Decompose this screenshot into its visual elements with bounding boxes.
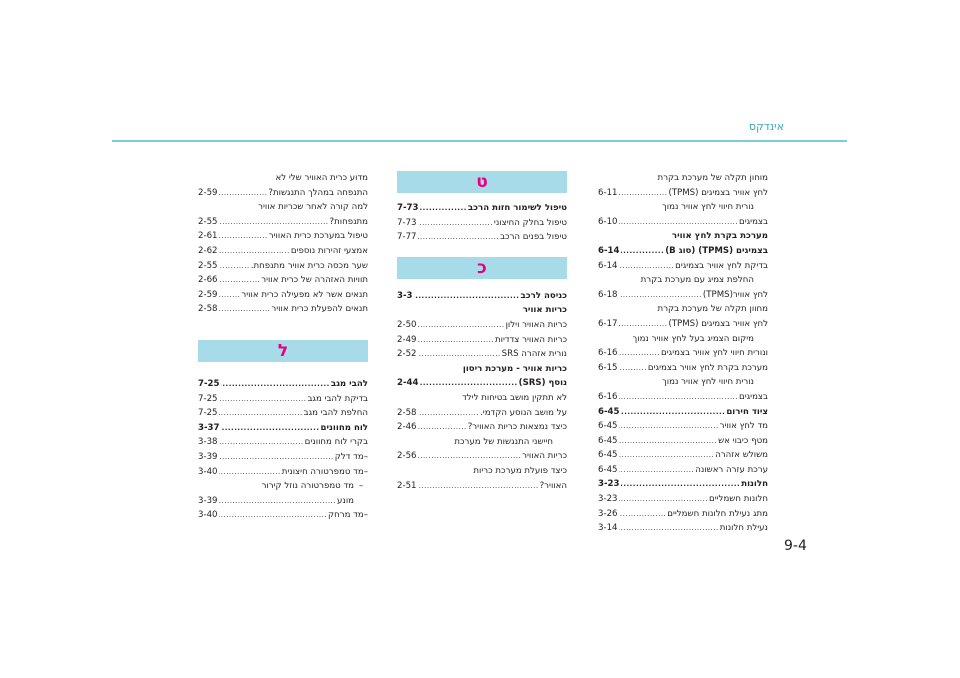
- index-entry-text: מערכת בקרת לחץ אוויר: [671, 231, 768, 242]
- dot-leader: [219, 465, 281, 480]
- index-entry: [397, 201, 567, 216]
- index-entry-text: שער מכסה כרית אוויר מתנפחת.: [250, 260, 368, 271]
- index-entry-text: על מושב הנוסע הקדמי.: [480, 407, 567, 418]
- index-column-left: [198, 171, 368, 523]
- dot-leader: [219, 273, 261, 288]
- index-entry: [198, 450, 368, 465]
- bullet-dash: –: [358, 481, 364, 492]
- index-entry: [598, 259, 768, 274]
- index-entry-text: טיפול לשימור חזות הרכב: [467, 203, 567, 213]
- index-page-ref: 2-51: [397, 480, 417, 491]
- index-entry: [598, 405, 768, 420]
- dot-leader: [219, 244, 290, 259]
- index-page-ref: 6-16: [598, 348, 618, 359]
- index-entry-text: החלפת להבי מגב: [303, 408, 368, 419]
- dot-leader: [418, 479, 539, 494]
- index-entry: [598, 302, 768, 317]
- dot-leader: [221, 421, 320, 436]
- dot-leader: [621, 477, 741, 492]
- index-page-ref: 6-45: [598, 464, 618, 475]
- index-page-ref: 2-55: [198, 216, 218, 227]
- index-column-right: [598, 171, 768, 536]
- dot-leader: [219, 392, 307, 407]
- dot-leader: [619, 317, 668, 332]
- index-entry: [598, 273, 768, 288]
- index-entry: [198, 244, 368, 259]
- index-entry-text: תנאים אשר לא מפעילה כרית אוויר: [241, 289, 368, 300]
- index-entry-text: משולש אזהרה: [715, 450, 768, 461]
- index-page-ref: 6-15: [598, 362, 618, 373]
- dot-leader: [619, 434, 718, 449]
- index-entry: [598, 332, 768, 347]
- index-entry-text: חלונות חשמליים: [709, 494, 768, 505]
- dot-leader: [418, 449, 522, 464]
- dot-leader: [219, 435, 304, 450]
- index-entry: [598, 434, 768, 449]
- index-entry: [397, 230, 567, 245]
- dot-leader: [418, 420, 467, 435]
- dot-leader: [219, 302, 271, 317]
- index-entry-text: נורית חיווי לחץ אוויר נמוך: [662, 377, 754, 388]
- index-entry: [198, 273, 368, 288]
- index-entry: [598, 186, 768, 201]
- index-page-ref: 6-18: [598, 289, 618, 300]
- index-page-ref: 6-45: [598, 435, 618, 446]
- index-entry-text: מיקום הצמיג בעל לחץ אוויר נמוך: [632, 333, 754, 344]
- dot-leader: [420, 376, 518, 391]
- index-entry-text: נורית אזהרה SRS: [501, 349, 567, 360]
- index-entry-text: מדוע כרית האוויר שלי לא: [275, 173, 368, 183]
- index-entry: [397, 303, 567, 318]
- index-entry-text: חלונות: [741, 479, 768, 490]
- index-entry-text: האוויר?: [539, 480, 567, 491]
- index-page-ref: 3-40: [198, 466, 218, 477]
- index-entry: [598, 215, 768, 230]
- index-page-ref: 2-56: [397, 451, 417, 462]
- index-page-ref: 2-66: [198, 275, 218, 286]
- index-entry: [598, 288, 768, 303]
- index-entry-text: כריות אוויר: [522, 305, 567, 316]
- index-entry: [598, 361, 768, 376]
- index-entry: [598, 244, 768, 259]
- index-column-middle: [397, 171, 567, 493]
- index-entry-text: בדיקת להבי מגב: [307, 393, 368, 404]
- dot-leader: [414, 289, 520, 304]
- index-entry: [397, 435, 567, 450]
- dot-leader: [418, 406, 480, 421]
- index-entry: [397, 406, 567, 421]
- letter-heading-kaf: כ: [397, 257, 567, 279]
- index-entry-text: מתנפחות?: [329, 216, 368, 227]
- dot-leader: [619, 186, 668, 201]
- index-page-ref: 2-46: [397, 422, 417, 433]
- index-entry: [198, 421, 368, 436]
- index-page-ref: 2-49: [397, 334, 417, 345]
- index-entry-text: נעילת חלונות: [719, 523, 768, 534]
- index-entry: [397, 464, 567, 479]
- bullet-dash: –: [363, 451, 368, 462]
- dot-leader: [219, 259, 250, 274]
- index-entry: [198, 200, 368, 215]
- index-entry-text: מד טמפרטורה חיצונית: [281, 466, 364, 477]
- index-entry-text: להבי מגב: [330, 378, 368, 389]
- dot-leader: [418, 333, 495, 348]
- index-entry: [598, 448, 768, 463]
- dot-leader: [420, 201, 467, 216]
- index-entry-text: בדיקת לחץ אוויר בצמיגים: [675, 260, 768, 271]
- index-page-ref: 2-61: [198, 231, 218, 242]
- index-entry: [198, 259, 368, 274]
- index-entry: [198, 377, 368, 392]
- index-entry-text: לחץ אוויר בצמיגים (TPMS): [668, 187, 768, 198]
- index-page-ref: 7-25: [198, 378, 220, 389]
- dot-leader: [619, 361, 647, 376]
- index-entry-text: מד מרחק: [328, 510, 364, 521]
- index-entry: [198, 215, 368, 230]
- index-entry: [397, 362, 567, 377]
- index-page-ref: 6-17: [598, 318, 618, 329]
- index-entry: [198, 406, 368, 421]
- index-entry-text: התנפחה במהלך התנגשות?: [268, 187, 368, 198]
- index-page-ref: 6-10: [598, 216, 618, 227]
- index-entry: [598, 507, 768, 522]
- index-entry-text: מד דלק: [334, 451, 364, 462]
- index-page-ref: 7-25: [198, 408, 218, 419]
- page-number: 9-4: [784, 538, 807, 554]
- index-entry: [598, 171, 768, 186]
- index-page-ref: 2-59: [198, 289, 218, 300]
- dot-leader: [219, 450, 334, 465]
- index-entry-text: טיפול בחלק החיצוני: [493, 217, 567, 228]
- index-entry-text: כריות האוויר וילון: [505, 319, 567, 330]
- index-entry: [397, 318, 567, 333]
- index-entry: [198, 494, 368, 509]
- index-entry: [397, 391, 567, 406]
- dot-leader: [219, 229, 268, 244]
- index-page-ref: 3-26: [598, 508, 618, 519]
- index-entry-text: ציוד חירום: [726, 406, 768, 417]
- index-entry: [198, 435, 368, 450]
- index-entry-text: לחץ אוויר(TPMS): [702, 289, 768, 300]
- dot-leader: [621, 244, 665, 259]
- index-entry: [397, 216, 567, 231]
- dot-leader: [619, 390, 738, 405]
- index-entry-text: החלפת צמיג עם מערכת בקרת: [640, 275, 754, 286]
- index-entry-text: כיצד נמצאות כריות האוויר?: [467, 422, 567, 433]
- header-rule: [112, 140, 847, 142]
- index-entry-text: מחוון תקלה של מערכת בקרת: [657, 304, 768, 315]
- index-entry: [598, 346, 768, 361]
- index-page-ref: 6-45: [598, 450, 618, 461]
- index-page-ref: 3-23: [598, 479, 620, 490]
- index-page-ref: 2-52: [397, 349, 417, 360]
- index-entry-text: מתג נעילת חלונות חשמליים: [667, 508, 768, 519]
- index-entry: [598, 463, 768, 478]
- dot-leader: [619, 521, 719, 536]
- dot-leader: [418, 347, 501, 362]
- index-entry-text: כריות האוויר צדדיות: [495, 334, 567, 345]
- index-entry-text: בצמיגים: [739, 216, 768, 227]
- index-entry-text: לחץ אוויר בצמיגים (TPMS): [668, 318, 768, 329]
- index-page-ref: 2-55: [198, 260, 218, 271]
- index-page-ref: 3-3: [397, 290, 413, 301]
- dot-leader: [219, 186, 268, 201]
- index-page-ref: 2-58: [198, 304, 218, 315]
- header-title: אינדקס: [748, 120, 784, 133]
- dot-leader: [619, 419, 719, 434]
- index-page-ref: 3-40: [198, 510, 218, 521]
- dot-leader: [619, 448, 715, 463]
- dot-leader: [219, 288, 241, 303]
- index-page-ref: 3-39: [198, 495, 218, 506]
- dot-leader: [418, 216, 493, 231]
- index-page-ref: 7-25: [198, 393, 218, 404]
- index-entry-text: מונע: [337, 495, 354, 506]
- index-entry: [397, 289, 567, 304]
- index-page-ref: 3-23: [598, 494, 618, 505]
- index-page-ref: 7-73: [397, 203, 419, 213]
- index-entry: [598, 492, 768, 507]
- index-entry: [397, 449, 567, 464]
- bullet-dash: –: [363, 466, 368, 477]
- index-entry: [598, 229, 768, 244]
- index-page-ref: 3-14: [598, 523, 618, 534]
- index-page-ref: 6-11: [598, 187, 618, 198]
- index-entry: [198, 465, 368, 480]
- index-entry: [198, 171, 368, 186]
- bullet-dash: –: [363, 510, 368, 521]
- index-entry-text: נוסף (SRS): [518, 378, 567, 389]
- index-entry-text: טיפול במערכת כרית האוויר: [268, 231, 368, 242]
- index-page-ref: 6-16: [598, 391, 618, 402]
- index-entry: [198, 288, 368, 303]
- letter-heading-lamed: ל: [198, 340, 368, 362]
- index-entry: [598, 390, 768, 405]
- index-entry-text: חיישני התנגשות של מערכת: [454, 436, 553, 447]
- index-entry-text: תוויות האזהרה של כרית אוויר: [261, 275, 368, 286]
- dot-leader: [219, 494, 336, 509]
- dot-leader: [619, 215, 738, 230]
- dot-leader: [619, 288, 702, 303]
- index-page-ref: 7-77: [397, 232, 417, 243]
- index-entry-text: מערכת בקרת לחץ אוויר בצמיגים: [647, 362, 768, 373]
- index-entry: [198, 392, 368, 407]
- index-entry-text: תנאים להפעלת כרית אוויר: [271, 304, 368, 315]
- index-entry-text: מטף כיבוי אש: [718, 435, 768, 446]
- index-entry-text: ונורית חיווי לחץ אוויר בצמיגים: [661, 348, 768, 359]
- index-page-ref: 6-14: [598, 260, 618, 271]
- index-entry: [198, 508, 368, 523]
- index-entry-text: בצמיגים (TPMS) (סוג B): [665, 245, 768, 256]
- index-entry-text: מד לחץ אוויר: [719, 421, 768, 432]
- dot-leader: [619, 492, 709, 507]
- index-entry-text: כיצד פועלת מערכת כריות: [473, 465, 567, 476]
- index-page-ref: 6-45: [598, 406, 620, 417]
- index-entry: [198, 186, 368, 201]
- dot-leader: [418, 230, 500, 245]
- index-entry-text: אמצעי זהירות נוספים: [290, 245, 368, 256]
- index-entry-text: מוחון תקלה של מערכת בקרת: [657, 173, 768, 183]
- index-entry: [198, 479, 368, 494]
- dot-leader: [418, 318, 505, 333]
- dot-leader: [619, 507, 667, 522]
- index-entry-text: לא תתקין מושב בטיחות לילד: [462, 392, 567, 403]
- index-entry-text: בקרי לוח מחוונים: [304, 437, 368, 448]
- index-entry: [397, 420, 567, 435]
- dot-leader: [219, 508, 328, 523]
- index-entry-text: טיפול בפנים הרכב: [500, 232, 567, 243]
- index-page-ref: 2-50: [397, 319, 417, 330]
- dot-leader: [621, 405, 726, 420]
- index-entry: [198, 229, 368, 244]
- index-entry: [598, 200, 768, 215]
- index-page-ref: 6-45: [598, 421, 618, 432]
- index-page-ref: 2-62: [198, 245, 218, 256]
- index-page-ref: 3-39: [198, 451, 218, 462]
- index-entry: [397, 479, 567, 494]
- index-page-ref: 6-14: [598, 245, 620, 256]
- index-page-ref: 2-59: [198, 187, 218, 198]
- index-page-ref: 2-44: [397, 378, 419, 389]
- index-page-ref: 2-58: [397, 407, 417, 418]
- index-entry: [198, 302, 368, 317]
- index-entry-text: נורית חיווי לחץ אוויר נמוך: [662, 202, 754, 213]
- index-entry: [598, 317, 768, 332]
- index-entry: [397, 376, 567, 391]
- index-entry: [598, 419, 768, 434]
- letter-heading-tet: ט: [397, 171, 567, 193]
- index-page-ref: 7-73: [397, 217, 417, 228]
- index-entry-text: מד טמפרטורה נוזל קירור: [261, 481, 354, 492]
- index-entry-text: כניסה לרכב: [520, 290, 567, 301]
- dot-leader: [219, 406, 303, 421]
- index-entry: [397, 333, 567, 348]
- index-entry-text: בצמיגים: [739, 391, 768, 402]
- index-page-ref: 3-38: [198, 437, 218, 448]
- index-page-ref: 3-37: [198, 422, 220, 433]
- dot-leader: [619, 346, 661, 361]
- index-entry-text: לוח מחוונים: [320, 422, 368, 433]
- index-entry-text: ערכת עזרה ראשונה: [695, 464, 768, 475]
- dot-leader: [619, 259, 675, 274]
- index-entry: [598, 477, 768, 492]
- index-entry-text: כריות האוויר: [522, 451, 567, 462]
- dot-leader: [219, 215, 329, 230]
- index-entry: [397, 347, 567, 362]
- index-entry: [598, 521, 768, 536]
- index-entry-text: למה קורה לאחר שכריות אוויר: [258, 202, 368, 213]
- index-entry-text: כריות אוויר - מערכת ריסון: [462, 363, 567, 374]
- dot-leader: [221, 377, 330, 392]
- index-entry: [598, 375, 768, 390]
- dot-leader: [619, 463, 695, 478]
